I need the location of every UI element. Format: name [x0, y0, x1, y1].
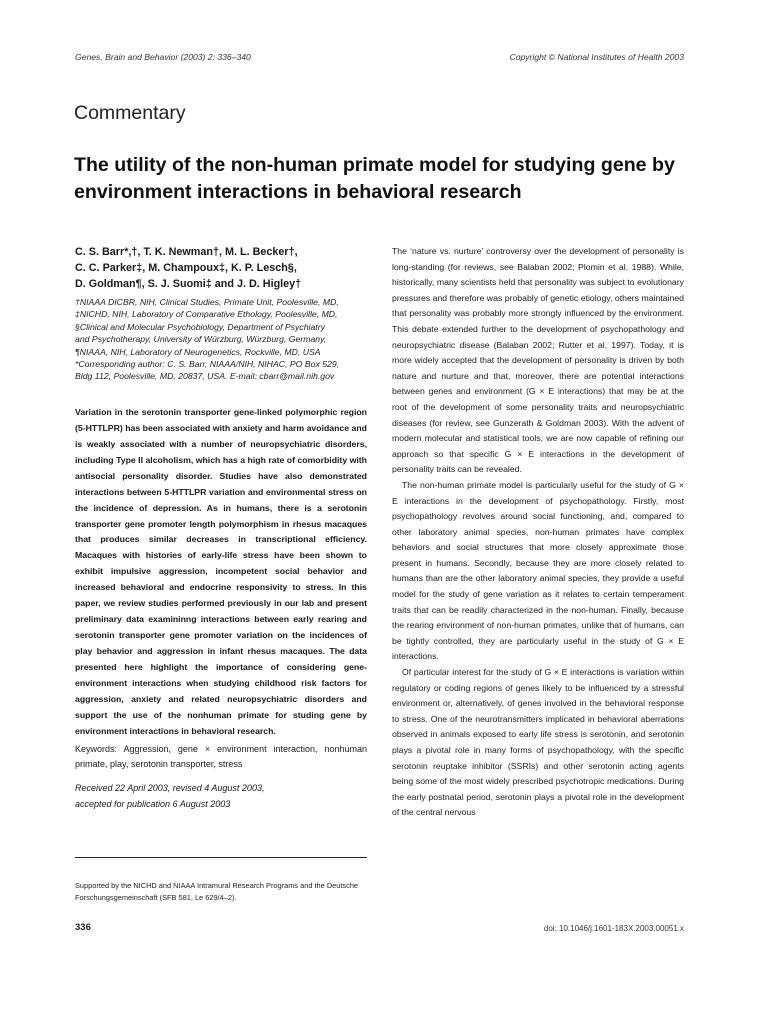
body-paragraph: The ‘nature vs. nurture’ controversy over the development of personality is long-standing (for reviews, see Balaban 2002; Plomin et al. 1988). While, historically, many scientists held that personality was subject to evolutionary pressures and therefore was probably of genetic etiology, others maintained that personality was probably more strongly influenced by the environment. This debate extended further to the development of psychopathology and neuropsychiatric disease (Balaban 2002; Rutter et al. 1997). Today, it is more widely accepted that the development of personality is driven by both nature and nurture and that, moreover, there are potential interactions between genes and environment (G × E interactions) that may be at the root of the development of some personality traits and neuropsychiatric diseases (for review, see Gunzerath & Goldman 2003). With the advent of modern molecular and statistical tools, we are now capable of refining our approach so that specific G × E interactions in the development of personality traits can be revealed.	[392, 246, 684, 475]
author-list	[75, 244, 367, 292]
affiliation-line: *Corresponding author: C. S. Barr, NIAAA/NIH, NIHAC, PO Box 529,	[75, 359, 340, 370]
date-line: accepted for publication 6 August 2003	[75, 798, 231, 809]
affiliation-line: and Psychotherapy, University of Würzburg, Würzburg, Germany,	[75, 334, 327, 345]
author-line: C. C. Parker‡, M. Champoux‡, K. P. Lesch§,	[75, 262, 297, 274]
affiliation-line: †NIAAA DICBR, NIH, Clinical Studies, Primate Unit, Poolesville, MD,	[75, 297, 339, 307]
author-line: C. S. Barr*,†, T. K. Newman†, M. L. Becker†,	[75, 246, 298, 258]
body-paragraph: Of particular interest for the study of G × E interactions is variation within regulatory or coding regions of genes likely to be influenced by a stressful environment or, alternatively, of genes involved in the behavioral response to stress. One of the neurotransmitters implicated in behavioral aberrations observed in animals exposed to early life stress is serotonin, and serotonin plays a pivotal role in many forms of psychopathology, with the specific serotonin reuptake inhibitor (SSRIs) and other serotonin acting agents being some of the most widely prescribed psychotropic medications. During the early postnatal period, serotonin plays a pivotal role in the development of the central nervous	[392, 667, 684, 818]
affiliation-line: Bldg 112, Poolesville, MD, 20837, USA. E-mail: cbarr@mail.nih.gov	[75, 371, 335, 382]
section-label: Commentary	[74, 102, 186, 124]
date-line: Received 22 April 2003, revised 4 August 2003,	[75, 783, 265, 794]
left-column	[75, 244, 367, 812]
journal-citation: Genes, Brain and Behavior (2003) 2: 336–340	[75, 52, 251, 62]
right-column-body	[392, 244, 684, 821]
affiliation-line: ¶NIAAA, NIH, Laboratory of Neurogenetics, Rockville, MD, USA	[75, 346, 321, 357]
doi[interactable]: doi: 10.1046/j.1601-183X.2003.00051.x	[543, 924, 684, 933]
body-paragraph: The non-human primate model is particularly useful for the study of G × E interactions in the development of psychopathology. Firstly, most psychopathology revolves around social functioning, and, compared to other laboratory animal species, non-human primates have complex behaviors and social structures that more closely approximate those present in humans. Secondly, because they are more closely related to humans than are the other laboratory animal species, they provide a useful model for the study of gene variation as it relates to certain temperament traits that can be readily characterized in the non-human. Finally, because the rearing environment of non-human primates, unlike that of humans, can be tightly controlled, they are particularly useful in the study of G × E interactions.	[392, 479, 684, 662]
article-title: The utility of the non-human primate model for studying gene by environment interactions in behavioral research	[74, 154, 675, 203]
funding-footnote: Supported by the NICHD and NIAAA Intramural Research Programs and the Deutsche Forschungsgemeinschaft (SFB 581, Le 629/4–2).	[75, 881, 359, 902]
affiliation-line: §Clinical and Molecular Psychobiology, Department of Psychiatry	[75, 321, 325, 332]
affiliations	[75, 296, 367, 383]
footnote-divider	[75, 857, 367, 858]
copyright-notice: Copyright © National Institutes of Health 2003	[509, 52, 684, 62]
page-number: 336	[75, 922, 91, 933]
affiliation-line: ‡NICHD, NIH, Laboratory of Comparative Ethology, Poolesville, MD,	[75, 309, 338, 320]
abstract: Variation in the serotonin transporter gene-linked polymorphic region (5-HTTLPR) has been associated with anxiety and harm avoidance and is weakly associated with a number of neuropsychiatric disorders, including Type II alcoholism, which has a high rate of comorbidity with antisocial personality disorder. Studies have also demonstrated interactions between 5-HTTLPR variation and environmental stress on the incidence of depression. As in humans, there is a serotonin transporter gene promoter length polymorphism in rhesus macaques that produces similar decreases in transcriptional efficiency. Macaques with histories of early-life stress have been shown to exhibit impulsive aggression, incompetent social behavior and increased behavioral and endocrine responsivity to stress. In this paper, we review studies performed previously in our lab and present preliminary data examininng interactions between early rearing and serotonin transporter gene promoter variation on the incidences of play behavior and aggression in infant rhesus macaques. The data presented here highlight the importance of considering gene-environment interactions when studying childhood risk factors for aggression, anxiety and related neuropsychiatric disorders and support the use of the nonhuman primate for studing gene by environment interactions in behavioral research.	[75, 406, 367, 736]
keywords: Keywords: Aggression, gene × environment interaction, nonhuman primate, play, serotonin transporter, stress	[75, 743, 367, 770]
author-line: D. Goldman¶, S. J. Suomi‡ and J. D. Higley†	[75, 278, 302, 290]
publication-dates	[75, 781, 367, 812]
